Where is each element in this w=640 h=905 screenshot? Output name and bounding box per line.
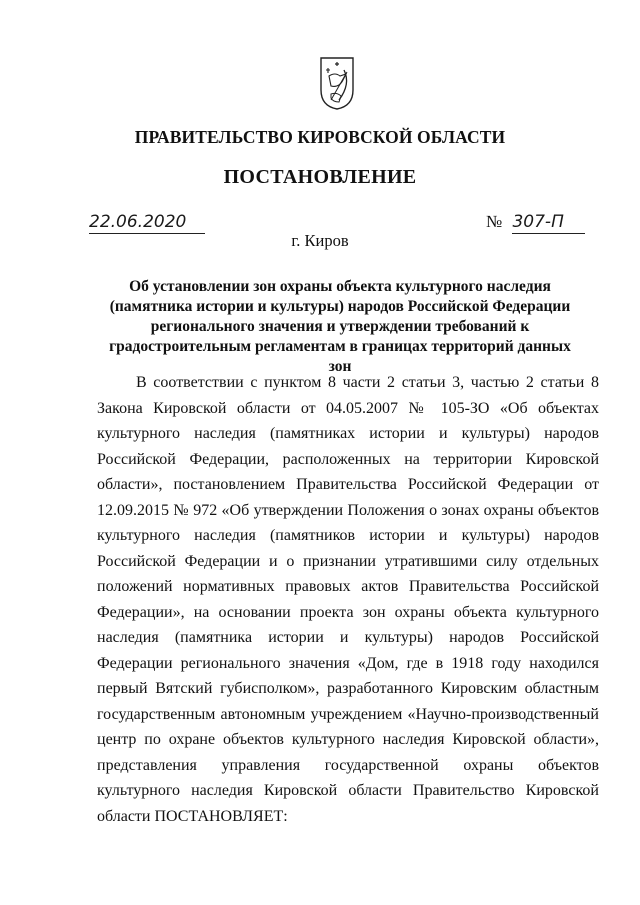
number-value: 307-П (512, 212, 564, 232)
document-number (486, 212, 564, 232)
body-paragraph: В соответствии с пунктом 8 части 2 статьи 3, частью 2 статьи 8 Закона Кировской области от 04.05.2007 № 105-ЗО «Об объектах культурного наследия (памятниках истории и культуры) народов Российской Федерации, расположенных на территории Кировской области», постановлением Правительства Российской Федерации от 12.09.2015 № 972 «Об утверждении Положения о зонах охраны объектов культурного наследия (памятников истории и культуры) народов Российской Федерации и о признании утратившими силу отдельных положений нормативных правовых актов Правительства Российской Федерации», на основании проекта зон охраны объекта культурного наследия (памятника истории и культуры) народов Российской Федерации регионального значения «Дом, где в 1918 году находился первый Вятский губисполком», разработанного Кировским областным государственным автономным учреждением «Научно-производственный центр по охране объектов культурного наследия Кировской области», представления управления государственной охраны объектов культурного наследия Кировской области Правительство Кировской области ПОСТАНОВЛЯЕТ: (97, 374, 599, 825)
number-prefix: № (486, 212, 503, 231)
city: г. Киров (291, 231, 349, 250)
organization-title: ПРАВИТЕЛЬСТВО КИРОВСКОЙ ОБЛАСТИ (134, 127, 506, 147)
document-subject: Об установлении зон охраны объекта культурного наследия (памятника истории и культуры) народов Российской Федерации регионального значения и утверждении требований к градостроительным регламентам в границах территорий данных зон (109, 278, 571, 375)
date-value: 22.06.2020 (89, 212, 187, 232)
kirov-coat-of-arms-icon (319, 56, 355, 110)
document-type: ПОСТАНОВЛЕНИЕ (223, 166, 417, 188)
document-date (89, 212, 205, 232)
